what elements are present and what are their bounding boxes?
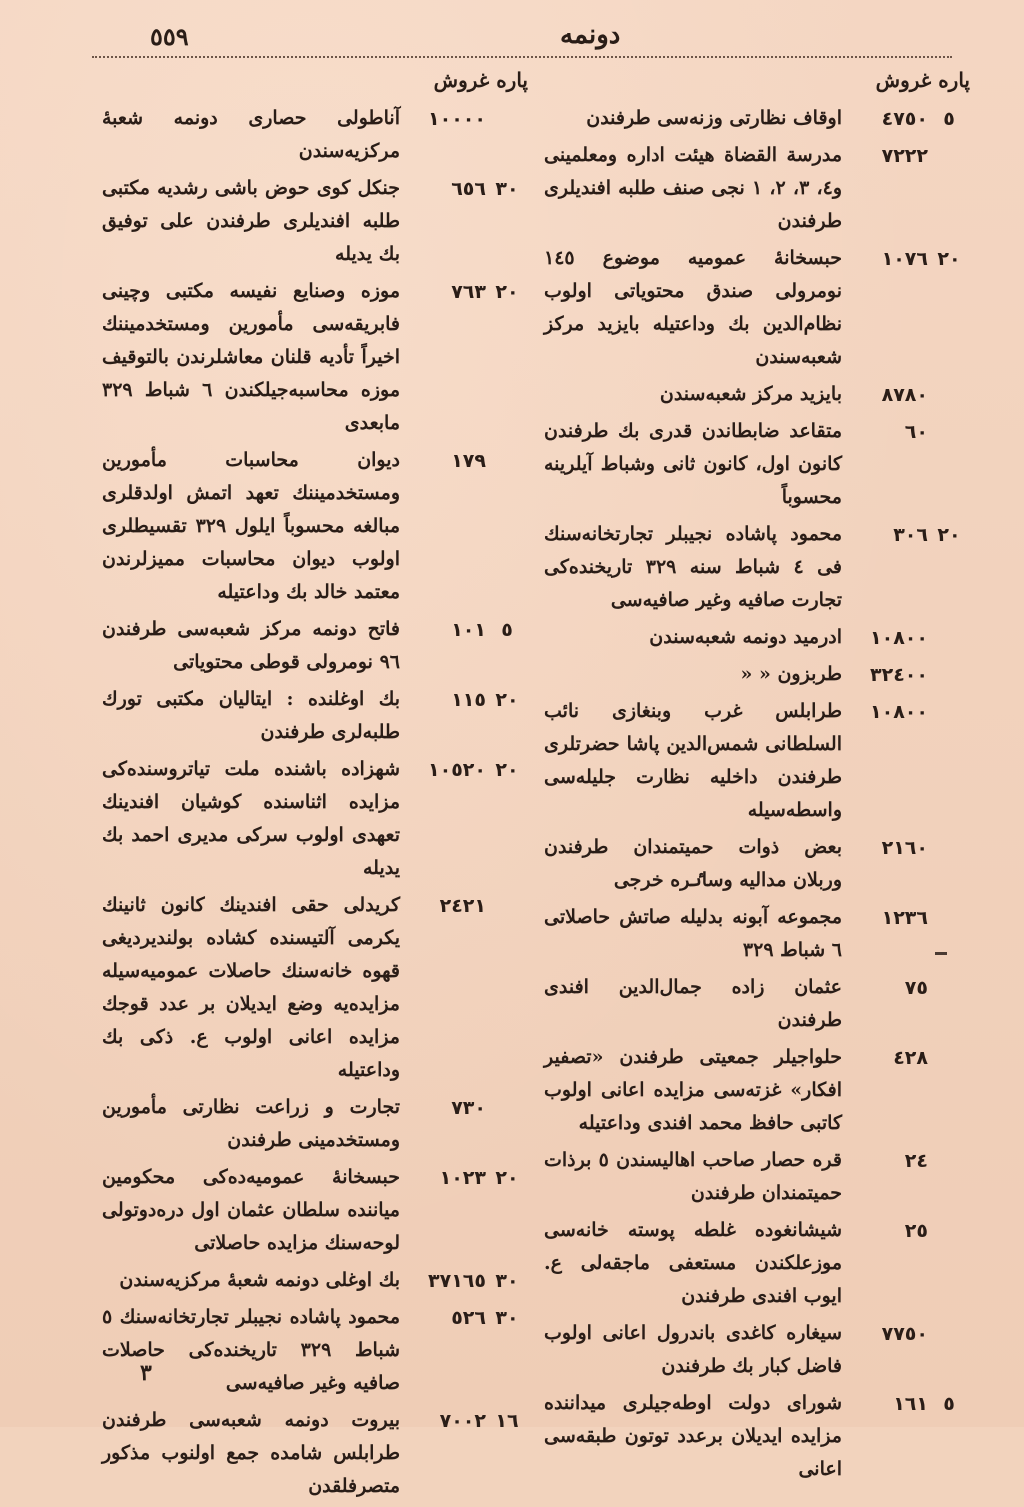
entry-description: اوقاف نظارتی وزنه‌سی طرفندن: [586, 107, 842, 129]
entry-description: فاتح دونمه مرکز شعبه‌سی طرفندن ٩٦ نومرولی قوطی محتویاتی: [102, 618, 400, 673]
ledger-entry: [98, 753, 528, 885]
amount: [842, 1041, 970, 1069]
amount: [842, 901, 970, 929]
amount: [400, 275, 528, 303]
ledger-entry: [98, 444, 528, 609]
para-amount: ٢٠: [495, 281, 519, 303]
entry-description: جنکل کوی حوض باشی رشدیه مکتبی طلبه افندیلری طرفندن علی توفیق بك یدیله: [102, 177, 400, 265]
ledger-entry: [98, 172, 528, 271]
entry-description: مدرسة القضاة هیئت اداره ومعلمینی و٤، ٣، ٢، ١ نجی صنف طلبه افندیلری طرفندن: [544, 144, 843, 232]
para-amount: ٢٠: [937, 248, 961, 270]
entry-description: طرابلس غرب وبنغازی نائب السلطانی شمس‌الدین پاشا حضرتلری طرفندن داخلیه نظارت جلیله‌سی واسطه‌سیله: [544, 700, 842, 821]
entry-description: تجارت و زراعت نظارتی مأمورین ومستخدمینی طرفندن: [102, 1096, 400, 1151]
entry-description: بك اوغلی دونمه شعبهٔ مرکزیه‌سندن: [119, 1269, 400, 1291]
amount: [842, 139, 970, 167]
kurus-amount: ١٠٢٣: [439, 1167, 486, 1189]
entry-description: عثمان زاده جمال‌الدین افندی طرفندن: [544, 976, 842, 1031]
entry-description: مجموعه آبونه بدلیله صاتش حاصلاتی ٦ شباط ٣٢٩: [544, 906, 842, 961]
header-rule: [92, 56, 952, 58]
para-amount: [486, 1097, 528, 1119]
kurus-amount: ١٠٧٦: [881, 248, 928, 270]
kurus-amount: ٨٧٨٠: [881, 384, 928, 406]
para-amount: ٥: [943, 1393, 955, 1415]
ledger-entry: [540, 518, 970, 617]
amount: [400, 1091, 528, 1119]
page-header: [90, 18, 964, 58]
ledger-entry: [98, 275, 528, 440]
ledger-entry: [540, 102, 970, 135]
entry-description: شهزاده باشنده ملت تیاتروسنده‌کی مزایده اثناسنده کوشیان افندینك تعهدی اولوب سرکی مدیری احمد بك یدیله: [102, 758, 400, 879]
ledger-entry: [98, 102, 528, 168]
kurus-amount: ٧٦٣: [451, 281, 486, 303]
entry-description: حبسخانهٔ عمومیه موضوع ١٤٥ نومرولی صندق محتویاتی اولوب نظام‌الدین بك وداعتیله بایزید مرکز شعبه‌سندن: [544, 247, 842, 368]
amount: [842, 378, 970, 406]
para-amount: [928, 837, 970, 859]
entry-description: محمود پاشاده نجیبلر تجارتخانه‌سنك فی ٤ شباط سنه ٣٢٩ تاریخنده‌کی تجارت صافیه وغیر صافیه‌سی: [544, 523, 842, 611]
entry-description: شیشانغوده غلطه پوسته خانه‌سی موزعلکندن مستعفی ماجقه‌لی ع. ایوب افندی طرفندن: [544, 1219, 842, 1307]
para-amount: [928, 1220, 970, 1242]
entry-description: بعض ذوات حمیتمندان طرفندن وربلان مدالیه وساٸره خرجی: [544, 836, 842, 891]
running-title: دونمه: [560, 20, 621, 50]
amount: [842, 658, 970, 686]
ledger-entry: [98, 1264, 528, 1297]
amount: [400, 172, 528, 200]
kurus-amount: ١٢٣٦: [881, 907, 928, 929]
entry-description: آناطولی حصاری دونمه شعبهٔ مرکزیه‌سندن: [102, 107, 400, 162]
ledger-entry: [540, 139, 970, 238]
kurus-amount: ٣٧١٦٥: [428, 1270, 486, 1292]
ledger-entry: [98, 1404, 528, 1503]
ledger-entry: [98, 1091, 528, 1157]
ledger-entry: [98, 889, 528, 1087]
para-amount: ٣٠: [495, 1307, 519, 1329]
para-amount: ٢٠: [495, 1167, 519, 1189]
amount: [400, 102, 528, 130]
amount: [842, 1144, 970, 1172]
page-number: ٥٥٩: [150, 22, 189, 51]
entry-description: حبسخانهٔ عمومیه‌ده‌کی محکومین میاننده سلطان عثمان اول دره‌دوتولی لوحه‌سنك مزایده حاصلاتی: [102, 1166, 400, 1254]
para-amount: ٣٠: [495, 1270, 519, 1292]
para-amount: ٢٠: [495, 689, 519, 711]
amount: [842, 1214, 970, 1242]
amount: [842, 695, 970, 723]
kurus-amount: ٥٢٦: [451, 1307, 486, 1329]
ledger-entry: [540, 1387, 970, 1486]
entry-description: بك اوغلنده : ایتالیان مکتبی تورك طلبه‌لری طرفندن: [102, 688, 400, 743]
ledger-entry: [540, 658, 970, 691]
ledger-entry: [540, 621, 970, 654]
amount: [400, 753, 528, 781]
para-amount: [486, 450, 528, 472]
para-amount: [928, 421, 970, 443]
ledger-entry: [98, 613, 528, 679]
ledger-entry: [540, 1214, 970, 1313]
ledger-entry: [540, 242, 970, 374]
kurus-amount: ٧٠٠٢: [439, 1410, 486, 1432]
para-amount: ٥: [501, 619, 513, 641]
amount: [400, 1161, 528, 1189]
ledger-entry: [98, 1301, 528, 1400]
kurus-amount: ٣٢٤٠٠: [870, 664, 928, 686]
para-amount: ٢٠: [495, 759, 519, 781]
ledger-entry: [98, 683, 528, 749]
ledger-entry: [540, 1144, 970, 1210]
kurus-amount: ١٠٠٠٠: [428, 108, 486, 130]
ledger-entry: [540, 378, 970, 411]
ledger-entry: [540, 831, 970, 897]
amount: [400, 1301, 528, 1329]
kurus-amount: ١٠٥٢٠: [428, 759, 486, 781]
kurus-amount: ٧٧٥٠: [881, 1323, 928, 1345]
amount: [842, 415, 970, 443]
kurus-amount: ٦٥٦: [451, 178, 486, 200]
kurus-amount: ٤٧٥٠: [881, 108, 928, 130]
ledger-entry: [540, 901, 970, 967]
para-amount: [928, 701, 970, 723]
kurus-amount: ١٠١: [451, 619, 486, 641]
entry-description: محمود پاشاده نجیبلر تجارتخانه‌سنك ٥ شباط ٣٢٩ تاریخنده‌کی حاصلات صافیه وغیر صافیه‌سی: [102, 1306, 400, 1394]
entry-description: حلواجیلر جمعیتی طرفندن «تصفیر افکار» غزته‌سی مزایده اعانی اولوب کاتبی حافظ محمد افندی وداعتیله: [544, 1046, 842, 1134]
kurus-amount: ٧٥: [904, 977, 928, 999]
para-amount: [928, 664, 970, 686]
entry-description: طربزون « «: [740, 663, 842, 685]
amount: [842, 518, 970, 546]
para-amount: ٣٠: [495, 178, 519, 200]
amount: [400, 444, 528, 472]
para-amount: [928, 627, 970, 649]
ledger-entry: [98, 1161, 528, 1260]
entry-description: شورای دولت اوطه‌جیلری میداننده مزایده ایدیلان برعدد توتون طبقه‌سی اعانی: [544, 1392, 842, 1480]
para-amount: [928, 1047, 970, 1069]
kurus-amount: ٢٥: [904, 1220, 928, 1242]
amount: [842, 102, 970, 130]
kurus-amount: ١١٥: [451, 689, 486, 711]
ledger-entry: [540, 1041, 970, 1140]
signature-mark: ٣: [140, 1360, 152, 1386]
amount: [842, 1387, 970, 1415]
column-heading: پاره غروش: [433, 68, 528, 92]
amount: [842, 1317, 970, 1345]
left-column: [98, 68, 528, 1507]
right-column: [540, 68, 970, 1490]
amount: [842, 621, 970, 649]
para-amount: [928, 145, 970, 167]
amount: [400, 889, 528, 917]
kurus-amount: ٢١٦٠: [881, 837, 928, 859]
kurus-amount: ١٠٨٠٠: [870, 701, 928, 723]
entry-description: بیروت دونمه شعبه‌سی طرفندن طرابلس شامده جمع اولنوب مذکور متصرفلقدن: [102, 1409, 400, 1497]
para-amount: ٥: [943, 108, 955, 130]
kurus-amount: ١٦١: [893, 1393, 928, 1415]
amount: [842, 971, 970, 999]
kurus-amount: ٤٢٨: [893, 1047, 928, 1069]
entry-description: موزه وصنایع نفیسه مکتبی وچینی فابریقه‌سی مأمورین ومستخدمیننك اخیراً تأدیه قلنان معاشلرندن بالتوقیف موزه محاسبه‌جیلکندن ٦ شباط ٣٢٩ مابعدی: [102, 280, 400, 434]
entry-description: سیغاره کاغدی باندرول اعانی اولوب فاضل کبار بك طرفندن: [544, 1322, 842, 1377]
kurus-amount: ٧٢٢٢: [881, 145, 928, 167]
kurus-amount: ١٠٨٠٠: [870, 627, 928, 649]
para-amount: [486, 108, 528, 130]
entry-description: بایزید مرکز شعبه‌سندن: [659, 383, 842, 405]
amount: [400, 1404, 528, 1432]
kurus-amount: ٢٤: [904, 1150, 928, 1172]
para-amount: [928, 1150, 970, 1172]
para-amount: [928, 1323, 970, 1345]
kurus-amount: ١٧٩: [451, 450, 486, 472]
entry-description: دیوان محاسبات مأمورین ومستخدمیننك تعهد اتمش اولدقلری مبالغه محسوباً ایلول ٣٢٩ تقسیطلری اولوب دیوان محاسبات ممیزلرندن معتمد خالد بك وداعتیله: [102, 449, 400, 603]
ink-speck: [935, 952, 947, 955]
amount: [400, 613, 528, 641]
entry-description: کریدلی حقی افندینك کانون ثانینك یکرمی آلتیسنده کشاده بولندیردیغی قهوه خانه‌سنك حاصلات عمومیه‌سیله مزایده‌یه وضع ایدیلان بر عدد قوجك مزایده اعانی اولوب ع. ذکی بك وداعتیله: [102, 894, 400, 1081]
para-amount: [928, 384, 970, 406]
kurus-amount: ٦٠: [904, 421, 928, 443]
amount: [842, 242, 970, 270]
amount: [400, 1264, 528, 1292]
kurus-amount: ٢٤٢١: [439, 895, 486, 917]
ledger-entry: [540, 971, 970, 1037]
kurus-amount: ٧٣٠: [451, 1097, 486, 1119]
ledger-entry: [540, 415, 970, 514]
ledger-entry: [540, 695, 970, 827]
ledger-entry: [540, 1317, 970, 1383]
amount: [842, 831, 970, 859]
para-amount: ٢٠: [937, 524, 961, 546]
entry-description: قره حصار صاحب اهالیسندن ٥ برذات حمیتمندان طرفندن: [544, 1149, 842, 1204]
kurus-amount: ٣٠٦: [893, 524, 928, 546]
para-amount: [928, 977, 970, 999]
entry-description: متقاعد ضابطاندن قدری بك طرفندن کانون اول، کانون ثانی وشباط آیلرینه محسوباً: [544, 420, 842, 508]
entry-description: ادرمید دونمه شعبه‌سندن: [649, 626, 842, 648]
amount: [400, 683, 528, 711]
para-amount: ١٦: [495, 1410, 519, 1432]
para-amount: [486, 895, 528, 917]
column-heading: پاره غروش: [875, 68, 970, 92]
para-amount: [928, 907, 970, 929]
